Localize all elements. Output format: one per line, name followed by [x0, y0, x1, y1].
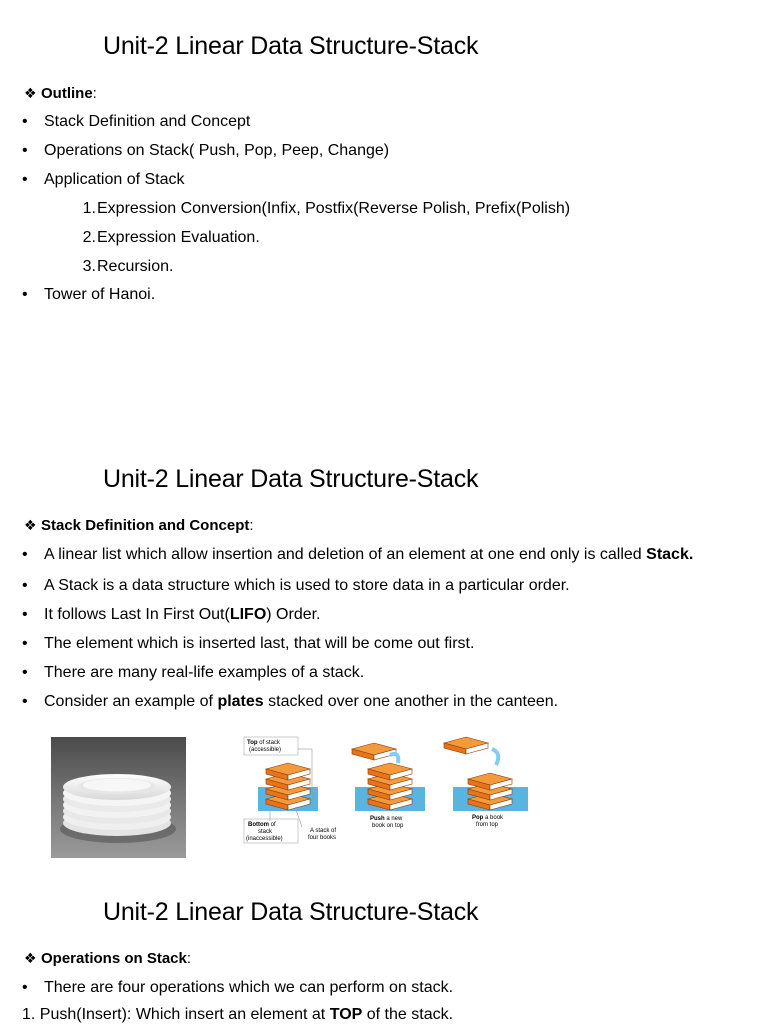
- slide2-title: Unit-2 Linear Data Structure-Stack: [103, 465, 479, 493]
- operation-push: 1. Push(Insert): Which insert an element at TOP of the stack.: [22, 1006, 454, 1023]
- list-item: • The element which is inserted last, that will be come out first.: [22, 635, 475, 652]
- list-item: • A Stack is a data structure which is used to store data in a particular order.: [22, 577, 570, 594]
- label-from-top: from top: [476, 822, 499, 828]
- slide1-heading-label: Outline: [41, 85, 93, 102]
- list-item: • It follows Last In First Out(LIFO) Order.: [22, 606, 321, 623]
- list-item: 2.Expression Evaluation.: [82, 229, 260, 246]
- slide3-bullet-list: [0, 978, 740, 1007]
- diamond-bullet-icon: ❖: [24, 517, 37, 533]
- list-item: 3.Recursion.: [82, 258, 174, 275]
- label-top-of-stack: Top of stack: [247, 740, 280, 746]
- list-item: • Stack Definition and Concept: [22, 113, 251, 130]
- slide2-heading-label: Stack Definition and Concept: [41, 517, 250, 534]
- slide1-heading: ❖ Outline:: [24, 85, 97, 102]
- label-push: Push a new: [370, 816, 403, 822]
- slide3-title: Unit-2 Linear Data Structure-Stack: [103, 898, 479, 926]
- list-item: • Tower of Hanoi.: [22, 286, 156, 303]
- diamond-bullet-icon: ❖: [24, 950, 37, 966]
- list-item: • A linear list which allow insertion and deletion of an element at one end only is called Stack.: [22, 546, 694, 563]
- label-accessible: (accessible): [249, 747, 282, 753]
- label-inaccessible: (inaccessible): [246, 836, 283, 842]
- list-item: • Consider an example of plates stacked over one another in the canteen.: [22, 693, 559, 710]
- list-item: 1.Expression Conversion(Infix, Postfix(Reverse Polish, Prefix(Polish): [82, 200, 571, 217]
- label-a-stack-of: A stack of: [310, 828, 337, 834]
- slide2-heading: ❖ Stack Definition and Concept:: [24, 517, 254, 534]
- label-four-books: four books: [308, 835, 337, 841]
- list-item: • Operations on Stack( Push, Pop, Peep, Change): [22, 142, 390, 159]
- list-item: • There are many real-life examples of a stack.: [22, 664, 365, 681]
- label-pop: Pop a book: [472, 815, 504, 821]
- slide3-heading: ❖ Operations on Stack:: [24, 950, 192, 967]
- label-bottom-of-stack: Bottom of: [248, 822, 276, 828]
- diamond-bullet-icon: ❖: [24, 85, 37, 101]
- label-book-on-top: book on top: [372, 823, 404, 829]
- slide1-title: Unit-2 Linear Data Structure-Stack: [103, 32, 479, 60]
- list-item: • There are four operations which we can perform on stack.: [22, 979, 454, 996]
- list-item: • Application of Stack: [22, 171, 185, 188]
- label-stack: stack: [258, 829, 273, 835]
- slide3-heading-label: Operations on Stack: [41, 950, 187, 967]
